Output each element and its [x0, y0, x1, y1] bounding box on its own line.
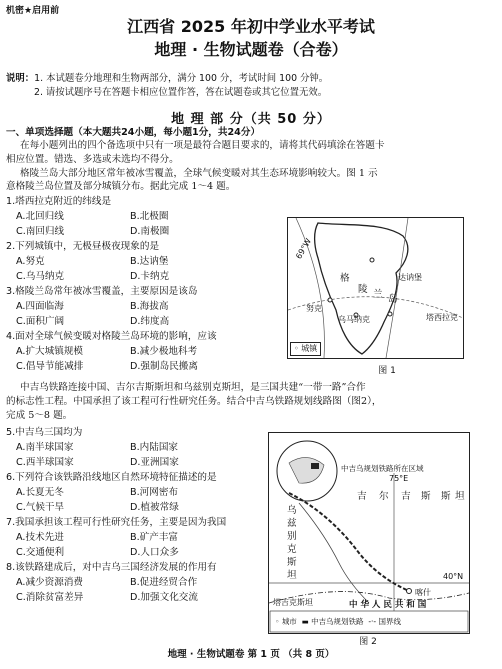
- passage-1-line-2: 意格陵兰岛位置及部分城镇分布。据此完成 1～4 题。: [6, 181, 236, 192]
- map-label: 75°E: [389, 474, 409, 483]
- option: D.人口众多: [130, 547, 179, 558]
- legend-railway: 中吉乌规划铁路: [311, 617, 364, 626]
- part-intro-2: 相应位置。错选、多选或未选均不得分。: [6, 154, 179, 165]
- option: D.强制岛民搬离: [130, 361, 198, 372]
- map-label: 达讷堡: [398, 273, 422, 282]
- question-stem: 8.该铁路建成后，对中吉乌三国经济发展的作用有: [6, 562, 217, 573]
- option: D.亚洲国家: [130, 457, 179, 468]
- figure-1-caption: 图 1: [378, 366, 396, 376]
- legend-city: 城市: [281, 617, 297, 626]
- option: B.内陆国家: [130, 442, 179, 453]
- option: D.卡纳克: [130, 271, 170, 282]
- option: A.扩大城镇规模: [16, 346, 84, 357]
- map-label: 乌: [287, 505, 297, 516]
- option: C.乌马纳克: [16, 271, 65, 282]
- question-list-b: [6, 427, 244, 604]
- figure-2-caption: 图 2: [359, 637, 377, 647]
- map-label: 乌马纳克: [338, 315, 370, 324]
- map-label: 斯: [441, 491, 451, 502]
- option: B.减少极地科考: [130, 346, 198, 357]
- question-stem: 6.下列符合该铁路沿线地区自然环境特征描述的是: [6, 472, 217, 483]
- instruction-line-2: 2. 请按试题序号在答题卡相应位置作答，答在试题卷或其它位置无效。: [34, 87, 328, 98]
- passage-2-line-3: 完成 5～8 题。: [6, 410, 73, 421]
- map-label: 69°W: [294, 236, 314, 261]
- map-label: 吉: [401, 491, 411, 502]
- map-label: 坦: [455, 491, 465, 502]
- exam-title: 江西省 2025 年初中学业水平考试: [127, 17, 375, 36]
- option: C.南回归线: [16, 226, 65, 237]
- map-label: 中 华 人 民 共 和 国: [349, 600, 427, 610]
- instructions: [6, 72, 328, 100]
- map-label: 岛: [388, 294, 398, 305]
- section-title: 地 理 部 分（共 50 分）: [171, 112, 331, 127]
- part-intro-1: 在每小题列出的四个备选项中只有一项是最符合题目要求的，请将其代码填涂在答题卡: [20, 140, 385, 151]
- option: B.北极圈: [130, 211, 169, 222]
- legend-border: 国界线: [378, 617, 402, 626]
- map-label: 塔西拉克: [426, 313, 458, 322]
- passage-2-line-1: 中吉乌铁路连接中国、吉尔吉斯斯坦和乌兹别克斯坦，是三国共建“一带一路”合作: [20, 382, 366, 393]
- option: D.南极圈: [130, 226, 170, 237]
- question-stem: 5.中吉乌三国均为: [6, 427, 83, 438]
- figure-1-map: [287, 217, 464, 359]
- instruction-line-1: 1. 本试题卷分地理和生物两部分，满分 100 分，考试时间 100 分钟。: [34, 73, 329, 84]
- map-legend: ◦ 城镇: [290, 342, 321, 356]
- exam-subtitle: 地理 · 生物试题卷（合卷）: [154, 40, 348, 59]
- map-label: 努克: [306, 304, 322, 313]
- question-stem: 4.面对全球气候变暖对格陵兰岛环境的影响，应该: [6, 331, 217, 342]
- map-label: 兹: [287, 518, 297, 529]
- map-label: 中吉乌规划铁路所在区域: [341, 464, 424, 473]
- map-label: 陵: [358, 284, 368, 295]
- question-stem: 3.格陵兰岛常年被冰雪覆盖，主要原因是该岛: [6, 286, 198, 297]
- option: A.北回归线: [16, 211, 64, 222]
- confidential-mark: 机密★启用前: [6, 6, 60, 16]
- figure-2-map: [268, 432, 470, 634]
- option: A.长夏无冬: [16, 487, 64, 498]
- map-label: 克: [287, 544, 297, 555]
- map-label: 40°N: [443, 572, 464, 581]
- option: B.河网密布: [130, 487, 179, 498]
- map-label: 吉: [357, 491, 367, 502]
- map-legend: ◦ 城市 ▬ 中吉乌规划铁路 -·- 国界线: [275, 617, 402, 626]
- map-label: 喀什: [415, 588, 431, 597]
- map-label: 尔: [379, 491, 389, 502]
- question-stem: 1.塔西拉克附近的纬线是: [6, 196, 112, 207]
- option: C.倡导节能减排: [16, 361, 84, 372]
- option: B.矿产丰富: [130, 532, 179, 543]
- legend-city: 城镇: [301, 344, 318, 353]
- option: D.纬度高: [130, 316, 170, 327]
- option: A.技术先进: [16, 532, 64, 543]
- option: B.达讷堡: [130, 256, 169, 267]
- option: C.西半球国家: [16, 457, 74, 468]
- map-label: 兰: [373, 289, 383, 300]
- map-label: 斯: [421, 491, 431, 502]
- instructions-label: 说明：: [6, 73, 35, 84]
- question-stem: 2.下列城镇中，无极昼极夜现象的是: [6, 241, 160, 252]
- option: B.促进经贸合作: [130, 577, 198, 588]
- page-footer: 地理 · 生物试题卷 第 1 页 （共 8 页）: [167, 649, 335, 660]
- option: C.消除贫富差异: [16, 592, 84, 603]
- question-list-a: [6, 196, 244, 373]
- option: D.植被常绿: [130, 502, 179, 513]
- map-label: 塔吉克斯坦: [273, 598, 313, 607]
- greenland-map-graphic: [288, 218, 463, 358]
- part-title: 一、单项选择题（本大题共24小题，每小题1分，共24分）: [6, 127, 261, 138]
- option: C.面积广阔: [16, 316, 65, 327]
- passage-1-line-1: 格陵兰岛大部分地区常年被冰雪覆盖，全球气候变暖对其生态环境影响较大。图 1 示: [20, 168, 378, 179]
- option: A.减少资源消费: [16, 577, 84, 588]
- map-label: 别: [287, 531, 297, 542]
- question-stem: 7.我国承担该工程可行性研究任务，主要是因为我国: [6, 517, 227, 528]
- option: A.四面临海: [16, 301, 64, 312]
- option: A.努克: [16, 256, 45, 267]
- option: C.交通便利: [16, 547, 65, 558]
- option: C.气候干旱: [16, 502, 65, 513]
- map-label: 格: [340, 273, 350, 284]
- option: B.海拔高: [130, 301, 169, 312]
- map-label: 斯: [287, 557, 297, 568]
- passage-2-line-2: 的标志性工程。中国承担了该工程可行性研究任务。结合中吉乌铁路规划线路图（图2），: [6, 396, 382, 407]
- option: A.南半球国家: [16, 442, 74, 453]
- option: D.加强文化交流: [130, 592, 198, 603]
- map-label: 坦: [287, 570, 297, 581]
